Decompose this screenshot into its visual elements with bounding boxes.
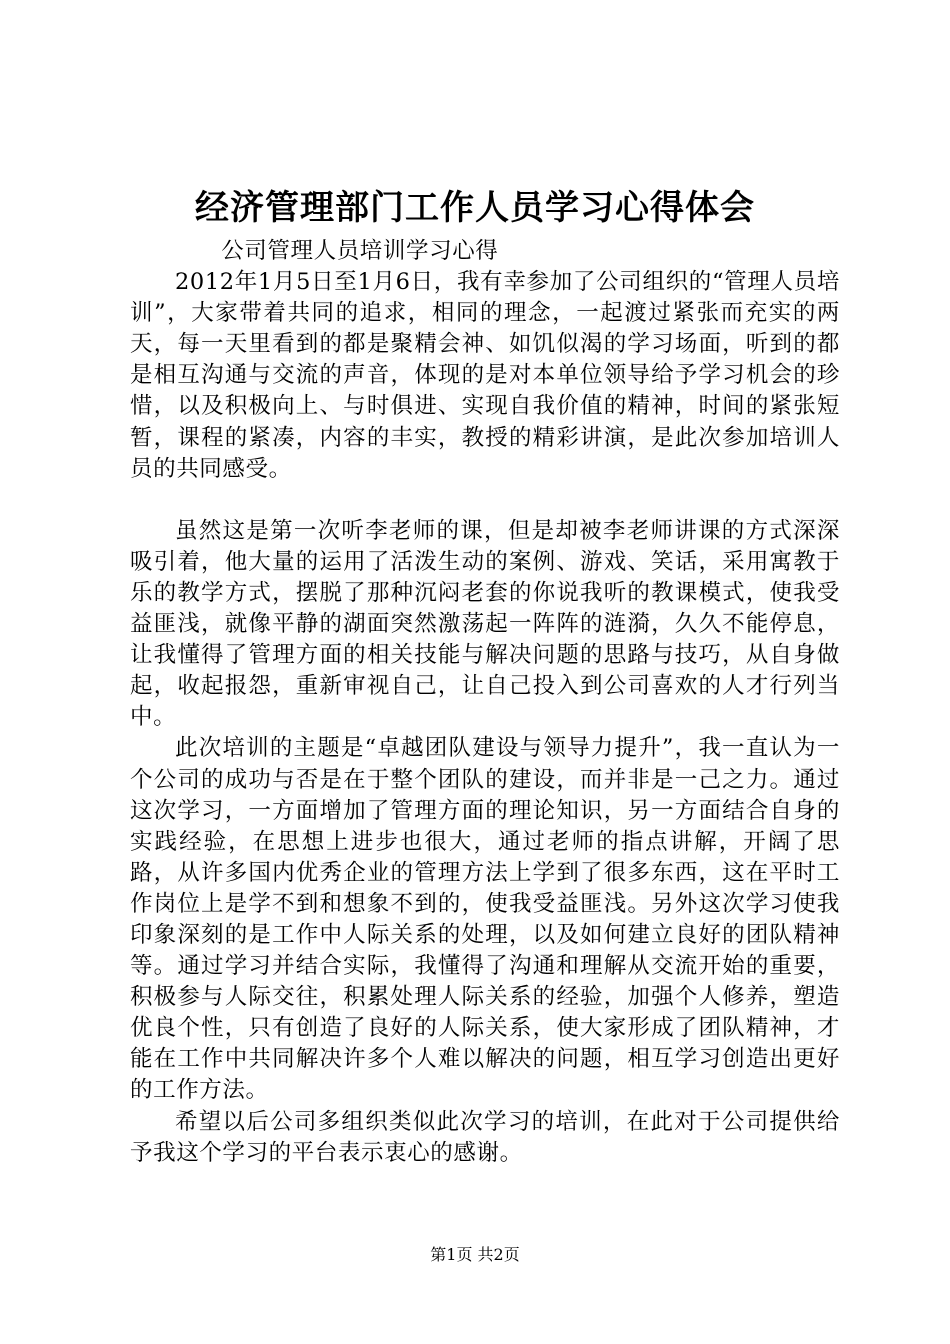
paragraph-1: 2012年1月5日至1月6日，我有幸参加了公司组织的“管理人员培训”，大家带着共同的追求，相同的理念，一起渡过紧张而充实的两天，每一天里看到的都是聚精会神、如饥似渴的学习场面，听到的都是相互沟通与交流的声音，体现的是对本单位领导给予学习机会的珍惜，以及积极向上、与时俱进、实现自我价值的精神，时间的紧张短暂，课程的紧凑，内容的丰实，教授的精彩讲演，是此次参加培训人员的共同感受。 [130,269,840,482]
paragraph-2: 虽然这是第一次听李老师的课，但是却被李老师讲课的方式深深吸引着，他大量的运用了活泼生动的案例、游戏、笑话，采用寓教于乐的教学方式，摆脱了那种沉闷老套的你说我听的教课模式，使我受益匪浅，就像平静的湖面突然激荡起一阵阵的涟漪，久久不能停息，让我懂得了管理方面的相关技能与解决问题的思路与技巧，从自身做起，收起报怨，重新审视自己，让自己投入到公司喜欢的人才行列当中。 [130,517,840,731]
document-title: 经济管理部门工作人员学习心得体会 [195,188,755,228]
document-subtitle [130,236,840,267]
document-body [130,236,840,1169]
paragraph-4: 希望以后公司多组织类似此次学习的培训，在此对于公司提供给予我这个学习的平台表示衷心的感谢。 [130,1108,840,1166]
paragraph-3: 此次培训的主题是“卓越团队建设与领导力提升”，我一直认为一个公司的成功与否是在于整个团队的建设，而并非是一己之力。通过这次学习，一方面增加了管理方面的理论知识，另一方面结合自身的实践经验，在思想上进步也很大，通过老师的指点讲解，开阔了思路，从许多国内优秀企业的管理方法上学到了很多东西，这在平时工作岗位上是学不到和想象不到的，使我受益匪浅。另外这次学习使我印象深刻的是工作中人际关系的处理，以及如何建立良好的团队精神等。通过学习并结合实际，我懂得了沟通和理解从交流开始的重要，积极参与人际交往，积累处理人际关系的经验，加强个人修养，塑造优良个性，只有创造了良好的人际关系，使大家形成了团队精神，才能在工作中共同解决许多个人难以解决的问题，相互学习创造出更好的工作方法。 [130,735,840,1104]
page-footer: 第1页 共2页 [430,1245,520,1264]
subtitle-text: 公司管理人员培训学习心得 [221,238,499,264]
